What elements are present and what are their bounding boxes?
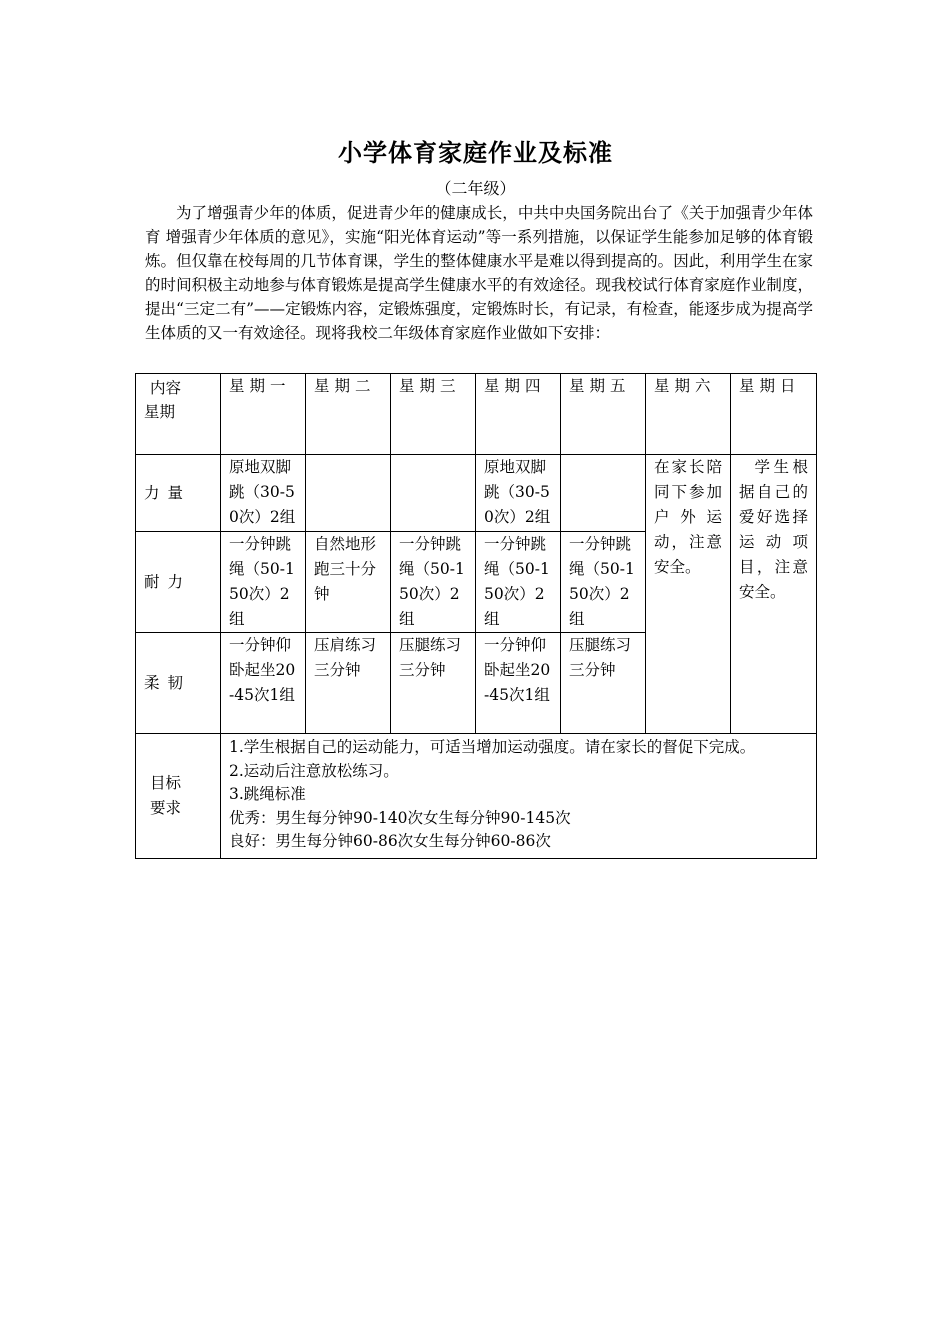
goal-item-4: 优秀：男生每分钟90-140次女生每分钟90-145次 (229, 808, 571, 827)
row-label-strength: 力量 (136, 455, 221, 532)
goal-item-5: 良好：男生每分钟60-86次女生每分钟60-86次 (229, 832, 551, 850)
day-header-thu: 星期四 (476, 374, 561, 455)
cell-strength-mon: 原地双脚跳（30-50次）2组 (221, 455, 306, 532)
goal-label-line-2: 要求 (150, 799, 182, 817)
document-title: 小学体育家庭作业及标准 (338, 138, 613, 167)
day-header-mon: 星期一 (221, 374, 306, 455)
table-header-row (136, 374, 817, 455)
cell-endurance-tue: 自然地形跑三十分钟 (306, 532, 391, 633)
cell-saturday: 在家长陪同下参加户外运动，注意安全。 (646, 455, 731, 734)
cell-flexibility-tue: 压肩练习三分钟 (306, 633, 391, 734)
cell-flexibility-fri: 压腿练习三分钟 (561, 633, 646, 734)
table-row-goals (136, 734, 817, 859)
cell-flexibility-wed: 压腿练习三分钟 (391, 633, 476, 734)
cell-endurance-fri: 一分钟跳绳（50-150次）2组 (561, 532, 646, 633)
day-header-wed: 星期三 (391, 374, 476, 455)
day-header-tue: 星期二 (306, 374, 391, 455)
intro-paragraph: 为了增强青少年的体质，促进青少年的健康成长，中共中央国务院出台了《关于加强青少年体育 增强青少年体质的意见》，实施“阳光体育运动”等一系列措施，以保证学生能参加足够的体育锻炼。但仅靠在校每周的几节体育课，学生的整体健康水平是难以得到提高的。因此，利用学生在家的时间积极主动地参与体育锻炼是提高学生健康水平的有效途径。现我校试行体育家庭作业制度，提出“三定二有”——定锻炼内容，定锻炼强度，定锻炼时长，有记录，有检查，能逐步成为提高学生体质的又一有效途径。现将我校二年级体育家庭作业做如下安排： (145, 204, 813, 342)
day-header-sat: 星期六 (646, 374, 731, 455)
cell-strength-fri (561, 455, 646, 532)
corner-cell (136, 374, 221, 455)
corner-bottom-label: 星期 (144, 403, 176, 421)
row-label-goals (136, 734, 221, 859)
day-header-sun: 星期日 (731, 374, 817, 455)
cell-flexibility-mon: 一分钟仰卧起坐20-45次1组 (221, 633, 306, 734)
cell-strength-thu: 原地双脚跳（30-50次）2组 (476, 455, 561, 532)
goal-item-1: 1.学生根据自己的运动能力，可适当增加运动强度。请在家长的督促下完成。 (229, 738, 756, 756)
corner-top-label: 内容 (150, 379, 182, 397)
goals-cell (221, 734, 817, 859)
cell-strength-wed (391, 455, 476, 532)
document-subtitle: （二年级） (435, 179, 516, 198)
goal-item-2: 2.运动后注意放松练习。 (229, 761, 399, 780)
goal-label-line-1: 目标 (150, 774, 182, 792)
cell-flexibility-thu: 一分钟仰卧起坐20-45次1组 (476, 633, 561, 734)
cell-endurance-mon: 一分钟跳绳（50-150次）2组 (221, 532, 306, 633)
row-label-flexibility: 柔韧 (136, 633, 221, 734)
goal-item-3: 3.跳绳标准 (229, 785, 306, 803)
homework-schedule-table (135, 373, 817, 859)
row-label-endurance: 耐力 (136, 532, 221, 633)
cell-endurance-thu: 一分钟跳绳（50-150次）2组 (476, 532, 561, 633)
cell-strength-tue (306, 455, 391, 532)
cell-sunday: 学生根据自己的爱好选择运动项目，注意安全。 (731, 455, 817, 734)
cell-endurance-wed: 一分钟跳绳（50-150次）2组 (391, 532, 476, 633)
table-row-strength (136, 455, 817, 532)
day-header-fri: 星期五 (561, 374, 646, 455)
